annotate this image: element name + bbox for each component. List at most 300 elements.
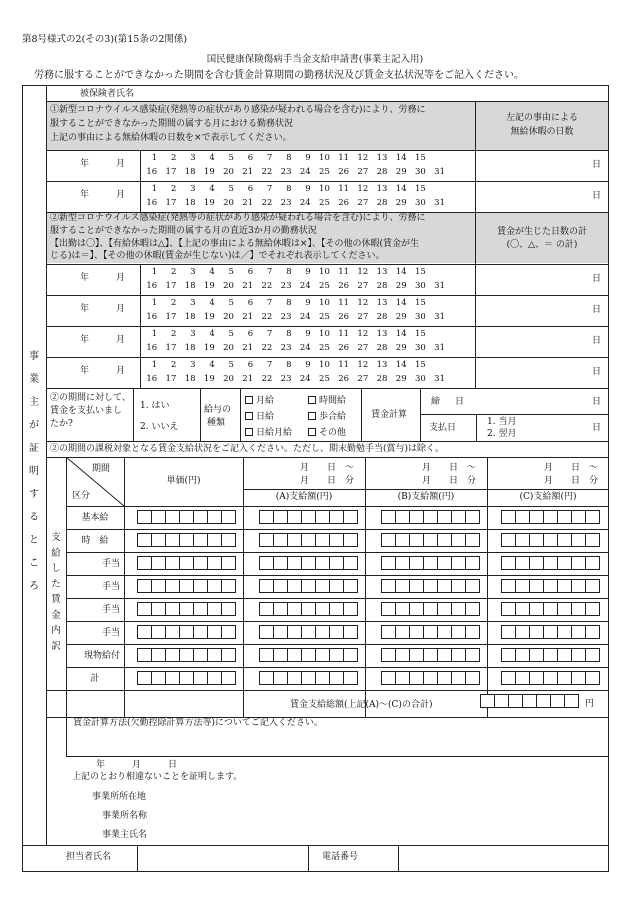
day-cell[interactable]: 25 bbox=[319, 374, 330, 384]
period-a-row2[interactable]: 月 日 分 bbox=[300, 476, 355, 486]
digit-box[interactable] bbox=[329, 602, 344, 616]
digit-box[interactable] bbox=[395, 625, 410, 639]
digit-box[interactable] bbox=[557, 533, 572, 547]
day-cell[interactable]: 24 bbox=[299, 167, 311, 177]
digit-box[interactable] bbox=[437, 625, 452, 639]
digit-box[interactable] bbox=[207, 510, 222, 524]
digit-box[interactable] bbox=[381, 533, 396, 547]
day-cell[interactable]: 14 bbox=[395, 298, 407, 308]
digit-box[interactable] bbox=[151, 625, 166, 639]
day-cell[interactable]: 19 bbox=[203, 281, 215, 291]
wage-amount-boxes-5-1[interactable] bbox=[137, 602, 235, 616]
digit-box[interactable] bbox=[221, 579, 236, 593]
digit-box[interactable] bbox=[137, 602, 152, 616]
digit-box[interactable] bbox=[437, 510, 452, 524]
digit-box[interactable] bbox=[343, 533, 358, 547]
day-cell[interactable]: 10 bbox=[319, 184, 330, 194]
digit-box[interactable] bbox=[409, 533, 424, 547]
digit-box[interactable] bbox=[465, 579, 480, 593]
day-cell[interactable]: 28 bbox=[376, 198, 388, 208]
digit-box[interactable] bbox=[501, 671, 516, 685]
digit-box[interactable] bbox=[437, 533, 452, 547]
digit-box[interactable] bbox=[273, 533, 288, 547]
digit-box[interactable] bbox=[381, 579, 396, 593]
digit-box[interactable] bbox=[287, 533, 302, 547]
digit-box[interactable] bbox=[381, 648, 396, 662]
digit-box[interactable] bbox=[179, 648, 194, 662]
digit-box[interactable] bbox=[193, 579, 208, 593]
digit-box[interactable] bbox=[315, 671, 330, 685]
digit-box[interactable] bbox=[301, 671, 316, 685]
digit-box[interactable] bbox=[501, 533, 516, 547]
digit-box[interactable] bbox=[287, 648, 302, 662]
day-cell[interactable]: 26 bbox=[338, 281, 350, 291]
digit-box[interactable] bbox=[301, 625, 316, 639]
digit-box[interactable] bbox=[557, 579, 572, 593]
day-cell[interactable]: 11 bbox=[338, 360, 350, 370]
digit-box[interactable] bbox=[543, 556, 558, 570]
opt-monthly[interactable] bbox=[245, 396, 274, 407]
day-cell[interactable]: 18 bbox=[184, 374, 196, 384]
wage-amount-boxes-7-3[interactable] bbox=[381, 648, 479, 662]
day-cell[interactable]: 20 bbox=[223, 281, 234, 291]
digit-box[interactable] bbox=[301, 648, 316, 662]
payday-opt2[interactable]: 2. 翌月 bbox=[487, 429, 517, 439]
day-cell[interactable]: 9 bbox=[305, 153, 311, 163]
day-cell[interactable]: 1 bbox=[151, 329, 158, 339]
digit-box[interactable] bbox=[437, 602, 452, 616]
day-cell[interactable]: 28 bbox=[376, 343, 388, 353]
day-cell[interactable]: 27 bbox=[357, 343, 369, 353]
day-cell[interactable]: 15 bbox=[414, 329, 426, 339]
wage-amount-boxes-4-3[interactable] bbox=[381, 579, 479, 593]
day-cell[interactable]: 15 bbox=[414, 153, 426, 163]
day-cell[interactable]: 18 bbox=[184, 312, 196, 322]
digit-box[interactable] bbox=[301, 510, 316, 524]
digit-box[interactable] bbox=[557, 556, 572, 570]
digit-box[interactable] bbox=[151, 510, 166, 524]
day-cell[interactable]: 27 bbox=[357, 167, 369, 177]
day-cell[interactable]: 4 bbox=[209, 267, 215, 277]
digit-box[interactable] bbox=[165, 625, 180, 639]
day-cell[interactable]: 10 bbox=[319, 153, 330, 163]
digit-box[interactable] bbox=[515, 556, 530, 570]
digit-box[interactable] bbox=[259, 533, 274, 547]
digit-box[interactable] bbox=[273, 602, 288, 616]
digit-box[interactable] bbox=[137, 648, 152, 662]
wage-amount-boxes-6-4[interactable] bbox=[501, 625, 599, 639]
digit-box[interactable] bbox=[557, 671, 572, 685]
digit-box[interactable] bbox=[329, 648, 344, 662]
checkbox-daily-monthly[interactable] bbox=[245, 428, 253, 436]
day-cell[interactable]: 8 bbox=[286, 153, 292, 163]
day-cell[interactable]: 21 bbox=[242, 312, 254, 322]
s2-month-label-4[interactable]: 月 bbox=[116, 366, 126, 376]
digit-box[interactable] bbox=[179, 510, 194, 524]
digit-box[interactable] bbox=[343, 579, 358, 593]
day-cell[interactable]: 12 bbox=[357, 360, 369, 370]
day-cell[interactable]: 18 bbox=[184, 198, 196, 208]
digit-box[interactable] bbox=[151, 671, 166, 685]
day-cell[interactable]: 21 bbox=[242, 281, 254, 291]
day-cell[interactable]: 28 bbox=[376, 374, 388, 384]
digit-box[interactable] bbox=[329, 579, 344, 593]
digit-box[interactable] bbox=[329, 533, 344, 547]
day-cell[interactable]: 2 bbox=[170, 153, 177, 163]
digit-box[interactable] bbox=[151, 579, 166, 593]
day-cell[interactable]: 23 bbox=[280, 312, 292, 322]
wage-amount-boxes-8-4[interactable] bbox=[501, 671, 599, 685]
checkbox-monthly[interactable] bbox=[245, 396, 253, 404]
digit-box[interactable] bbox=[287, 671, 302, 685]
digit-box[interactable] bbox=[165, 671, 180, 685]
wage-amount-boxes-1-1[interactable] bbox=[137, 510, 235, 524]
digit-box[interactable] bbox=[451, 602, 466, 616]
digit-box[interactable] bbox=[557, 648, 572, 662]
digit-box[interactable] bbox=[409, 510, 424, 524]
digit-box[interactable] bbox=[273, 648, 288, 662]
day-cell[interactable]: 28 bbox=[376, 167, 388, 177]
day-cell[interactable]: 13 bbox=[376, 360, 388, 370]
wage-amount-boxes-5-3[interactable] bbox=[381, 602, 479, 616]
day-cell[interactable]: 10 bbox=[319, 329, 330, 339]
day-cell[interactable]: 23 bbox=[280, 374, 292, 384]
day-cell[interactable]: 17 bbox=[165, 281, 177, 291]
digit-box[interactable] bbox=[207, 579, 222, 593]
day-cell[interactable]: 26 bbox=[338, 312, 350, 322]
pay-no-option[interactable]: 2. いいえ bbox=[140, 422, 179, 432]
day-cell[interactable]: 4 bbox=[209, 360, 215, 370]
digit-box[interactable] bbox=[409, 579, 424, 593]
day-cell[interactable]: 21 bbox=[242, 343, 254, 353]
digit-box[interactable] bbox=[409, 556, 424, 570]
digit-box[interactable] bbox=[465, 602, 480, 616]
day-cell[interactable]: 12 bbox=[357, 184, 369, 194]
digit-box[interactable] bbox=[571, 671, 586, 685]
digit-box[interactable] bbox=[529, 556, 544, 570]
phone-field[interactable] bbox=[399, 846, 608, 871]
day-cell[interactable]: 25 bbox=[319, 312, 330, 322]
day-cell[interactable]: 15 bbox=[414, 298, 426, 308]
day-cell[interactable]: 28 bbox=[376, 281, 388, 291]
day-cell[interactable]: 3 bbox=[190, 153, 196, 163]
wage-amount-boxes-3-3[interactable] bbox=[381, 556, 479, 570]
digit-box[interactable] bbox=[221, 671, 236, 685]
digit-box[interactable] bbox=[193, 556, 208, 570]
wage-amount-boxes-2-4[interactable] bbox=[501, 533, 599, 547]
day-cell[interactable]: 15 bbox=[414, 360, 426, 370]
opt-daily[interactable] bbox=[245, 412, 274, 423]
person-in-charge-field[interactable] bbox=[138, 846, 308, 871]
day-cell[interactable]: 31 bbox=[434, 374, 445, 384]
day-cell[interactable]: 18 bbox=[184, 281, 196, 291]
digit-box[interactable] bbox=[515, 671, 530, 685]
digit-box[interactable] bbox=[515, 510, 530, 524]
digit-box[interactable] bbox=[494, 694, 509, 708]
day-cell[interactable]: 25 bbox=[319, 198, 330, 208]
day-cell[interactable]: 6 bbox=[247, 298, 254, 308]
digit-box[interactable] bbox=[221, 533, 236, 547]
digit-box[interactable] bbox=[423, 579, 438, 593]
digit-box[interactable] bbox=[315, 648, 330, 662]
wage-amount-boxes-2-3[interactable] bbox=[381, 533, 479, 547]
digit-box[interactable] bbox=[423, 648, 438, 662]
day-cell[interactable]: 23 bbox=[280, 167, 292, 177]
digit-box[interactable] bbox=[529, 625, 544, 639]
wage-amount-boxes-1-2[interactable] bbox=[259, 510, 357, 524]
day-cell[interactable]: 1 bbox=[151, 184, 158, 194]
digit-box[interactable] bbox=[557, 625, 572, 639]
day-cell[interactable]: 30 bbox=[414, 167, 426, 177]
day-cell[interactable]: 17 bbox=[165, 374, 177, 384]
digit-box[interactable] bbox=[165, 579, 180, 593]
digit-box[interactable] bbox=[151, 533, 166, 547]
day-cell[interactable]: 6 bbox=[247, 153, 254, 163]
digit-box[interactable] bbox=[423, 533, 438, 547]
day-cell[interactable]: 22 bbox=[261, 343, 273, 353]
digit-box[interactable] bbox=[437, 648, 452, 662]
day-cell[interactable]: 5 bbox=[228, 267, 234, 277]
digit-box[interactable] bbox=[571, 625, 586, 639]
digit-box[interactable] bbox=[529, 510, 544, 524]
digit-box[interactable] bbox=[437, 556, 452, 570]
day-cell[interactable]: 27 bbox=[357, 281, 369, 291]
day-cell[interactable]: 22 bbox=[261, 198, 273, 208]
day-cell[interactable]: 1 bbox=[151, 153, 158, 163]
checkbox-hourly[interactable] bbox=[308, 396, 316, 404]
digit-box[interactable] bbox=[515, 602, 530, 616]
day-cell[interactable]: 11 bbox=[338, 267, 350, 277]
day-cell[interactable]: 31 bbox=[434, 198, 445, 208]
day-cell[interactable]: 3 bbox=[190, 360, 196, 370]
digit-box[interactable] bbox=[165, 602, 180, 616]
wage-amount-boxes-3-4[interactable] bbox=[501, 556, 599, 570]
day-cell[interactable]: 8 bbox=[286, 184, 292, 194]
digit-box[interactable] bbox=[465, 648, 480, 662]
day-cell[interactable]: 21 bbox=[242, 167, 254, 177]
day-cell[interactable]: 1 bbox=[151, 298, 158, 308]
total-amount-boxes[interactable] bbox=[480, 694, 578, 708]
day-cell[interactable]: 25 bbox=[319, 167, 330, 177]
digit-box[interactable] bbox=[221, 556, 236, 570]
day-cell[interactable]: 14 bbox=[395, 329, 407, 339]
digit-box[interactable] bbox=[465, 671, 480, 685]
cert-date[interactable]: 年 月 日 bbox=[96, 760, 178, 770]
day-cell[interactable]: 5 bbox=[228, 184, 234, 194]
day-cell[interactable]: 18 bbox=[184, 343, 196, 353]
digit-box[interactable] bbox=[451, 625, 466, 639]
day-cell[interactable]: 26 bbox=[338, 374, 350, 384]
day-cell[interactable]: 23 bbox=[280, 281, 292, 291]
digit-box[interactable] bbox=[529, 671, 544, 685]
day-cell[interactable]: 2 bbox=[170, 298, 177, 308]
digit-box[interactable] bbox=[315, 579, 330, 593]
day-cell[interactable]: 19 bbox=[203, 374, 215, 384]
day-cell[interactable]: 6 bbox=[247, 184, 254, 194]
wage-amount-boxes-8-3[interactable] bbox=[381, 671, 479, 685]
digit-box[interactable] bbox=[179, 602, 194, 616]
opt-other[interactable] bbox=[308, 428, 346, 439]
wage-amount-boxes-1-3[interactable] bbox=[381, 510, 479, 524]
day-cell[interactable]: 2 bbox=[170, 267, 177, 277]
day-cell[interactable]: 2 bbox=[170, 360, 177, 370]
digit-box[interactable] bbox=[329, 625, 344, 639]
digit-box[interactable] bbox=[151, 602, 166, 616]
day-cell[interactable]: 27 bbox=[357, 374, 369, 384]
digit-box[interactable] bbox=[395, 510, 410, 524]
digit-box[interactable] bbox=[179, 671, 194, 685]
day-cell[interactable]: 22 bbox=[261, 167, 273, 177]
wage-amount-boxes-1-4[interactable] bbox=[501, 510, 599, 524]
day-cell[interactable]: 26 bbox=[338, 343, 350, 353]
digit-box[interactable] bbox=[501, 556, 516, 570]
day-cell[interactable]: 2 bbox=[170, 184, 177, 194]
day-cell[interactable]: 20 bbox=[223, 167, 234, 177]
digit-box[interactable] bbox=[259, 625, 274, 639]
day-cell[interactable]: 17 bbox=[165, 167, 177, 177]
day-cell[interactable]: 5 bbox=[228, 298, 234, 308]
digit-box[interactable] bbox=[515, 533, 530, 547]
day-cell[interactable]: 2 bbox=[170, 329, 177, 339]
day-cell[interactable]: 24 bbox=[299, 312, 311, 322]
day-cell[interactable]: 31 bbox=[434, 281, 445, 291]
digit-box[interactable] bbox=[543, 625, 558, 639]
digit-box[interactable] bbox=[273, 579, 288, 593]
digit-box[interactable] bbox=[529, 533, 544, 547]
day-cell[interactable]: 19 bbox=[203, 167, 215, 177]
digit-box[interactable] bbox=[423, 510, 438, 524]
day-cell[interactable]: 5 bbox=[228, 329, 234, 339]
day-cell[interactable]: 13 bbox=[376, 267, 388, 277]
day-cell[interactable]: 7 bbox=[266, 298, 273, 308]
wage-amount-boxes-4-2[interactable] bbox=[259, 579, 357, 593]
day-cell[interactable]: 24 bbox=[299, 198, 311, 208]
digit-box[interactable] bbox=[501, 625, 516, 639]
digit-box[interactable] bbox=[221, 510, 236, 524]
digit-box[interactable] bbox=[395, 556, 410, 570]
digit-box[interactable] bbox=[381, 602, 396, 616]
digit-box[interactable] bbox=[395, 602, 410, 616]
digit-box[interactable] bbox=[221, 602, 236, 616]
wage-amount-boxes-4-4[interactable] bbox=[501, 579, 599, 593]
digit-box[interactable] bbox=[179, 579, 194, 593]
day-cell[interactable]: 24 bbox=[299, 281, 311, 291]
digit-box[interactable] bbox=[137, 533, 152, 547]
day-cell[interactable]: 15 bbox=[414, 267, 426, 277]
wage-amount-boxes-6-2[interactable] bbox=[259, 625, 357, 639]
day-cell[interactable]: 22 bbox=[261, 374, 273, 384]
digit-box[interactable] bbox=[343, 602, 358, 616]
digit-box[interactable] bbox=[151, 648, 166, 662]
day-cell[interactable]: 16 bbox=[146, 343, 158, 353]
digit-box[interactable] bbox=[301, 556, 316, 570]
s2-year-label-4[interactable]: 年 bbox=[80, 366, 90, 376]
digit-box[interactable] bbox=[423, 625, 438, 639]
digit-box[interactable] bbox=[501, 602, 516, 616]
digit-box[interactable] bbox=[585, 648, 600, 662]
day-cell[interactable]: 26 bbox=[338, 198, 350, 208]
digit-box[interactable] bbox=[343, 625, 358, 639]
digit-box[interactable] bbox=[571, 579, 586, 593]
digit-box[interactable] bbox=[329, 671, 344, 685]
digit-box[interactable] bbox=[273, 510, 288, 524]
digit-box[interactable] bbox=[395, 579, 410, 593]
wage-amount-boxes-5-2[interactable] bbox=[259, 602, 357, 616]
digit-box[interactable] bbox=[451, 648, 466, 662]
digit-box[interactable] bbox=[207, 671, 222, 685]
wage-amount-boxes-8-2[interactable] bbox=[259, 671, 357, 685]
day-cell[interactable]: 8 bbox=[286, 329, 292, 339]
digit-box[interactable] bbox=[301, 579, 316, 593]
day-cell[interactable]: 7 bbox=[266, 360, 273, 370]
digit-box[interactable] bbox=[193, 648, 208, 662]
digit-box[interactable] bbox=[315, 625, 330, 639]
day-cell[interactable]: 14 bbox=[395, 360, 407, 370]
day-cell[interactable]: 3 bbox=[190, 267, 196, 277]
digit-box[interactable] bbox=[343, 556, 358, 570]
day-cell[interactable]: 5 bbox=[228, 360, 234, 370]
day-cell[interactable]: 27 bbox=[357, 312, 369, 322]
day-cell[interactable]: 24 bbox=[299, 343, 311, 353]
calc-method-field[interactable] bbox=[67, 732, 607, 754]
day-cell[interactable]: 10 bbox=[319, 360, 330, 370]
digit-box[interactable] bbox=[550, 694, 565, 708]
day-cell[interactable]: 8 bbox=[286, 267, 292, 277]
wage-amount-boxes-8-1[interactable] bbox=[137, 671, 235, 685]
digit-box[interactable] bbox=[501, 579, 516, 593]
s1-month-label-1[interactable]: 月 bbox=[116, 159, 126, 169]
digit-box[interactable] bbox=[585, 671, 600, 685]
day-cell[interactable]: 17 bbox=[165, 343, 177, 353]
day-cell[interactable]: 25 bbox=[319, 281, 330, 291]
day-cell[interactable]: 10 bbox=[319, 267, 330, 277]
day-cell[interactable]: 13 bbox=[376, 298, 388, 308]
day-cell[interactable]: 4 bbox=[209, 184, 215, 194]
s2-year-label-3[interactable]: 年 bbox=[80, 335, 90, 345]
digit-box[interactable] bbox=[465, 510, 480, 524]
day-cell[interactable]: 6 bbox=[247, 267, 254, 277]
checkbox-commission[interactable] bbox=[308, 412, 316, 420]
digit-box[interactable] bbox=[543, 510, 558, 524]
day-cell[interactable]: 30 bbox=[414, 374, 426, 384]
period-c-row2[interactable]: 月 日 分 bbox=[544, 476, 599, 486]
day-cell[interactable]: 9 bbox=[305, 298, 311, 308]
day-cell[interactable]: 12 bbox=[357, 298, 369, 308]
digit-box[interactable] bbox=[287, 579, 302, 593]
digit-box[interactable] bbox=[193, 602, 208, 616]
day-cell[interactable]: 8 bbox=[286, 298, 292, 308]
opt-daily-monthly[interactable] bbox=[245, 428, 292, 439]
digit-box[interactable] bbox=[221, 648, 236, 662]
day-cell[interactable]: 13 bbox=[376, 329, 388, 339]
day-cell[interactable]: 29 bbox=[395, 281, 407, 291]
digit-box[interactable] bbox=[543, 671, 558, 685]
wage-amount-boxes-5-4[interactable] bbox=[501, 602, 599, 616]
day-cell[interactable]: 21 bbox=[242, 374, 254, 384]
day-cell[interactable]: 16 bbox=[146, 281, 158, 291]
day-cell[interactable]: 16 bbox=[146, 167, 158, 177]
wage-amount-boxes-3-1[interactable] bbox=[137, 556, 235, 570]
digit-box[interactable] bbox=[409, 671, 424, 685]
digit-box[interactable] bbox=[571, 533, 586, 547]
digit-box[interactable] bbox=[465, 556, 480, 570]
digit-box[interactable] bbox=[343, 510, 358, 524]
day-cell[interactable]: 30 bbox=[414, 343, 426, 353]
digit-box[interactable] bbox=[437, 579, 452, 593]
digit-box[interactable] bbox=[529, 579, 544, 593]
checkbox-daily[interactable] bbox=[245, 412, 253, 420]
digit-box[interactable] bbox=[207, 602, 222, 616]
